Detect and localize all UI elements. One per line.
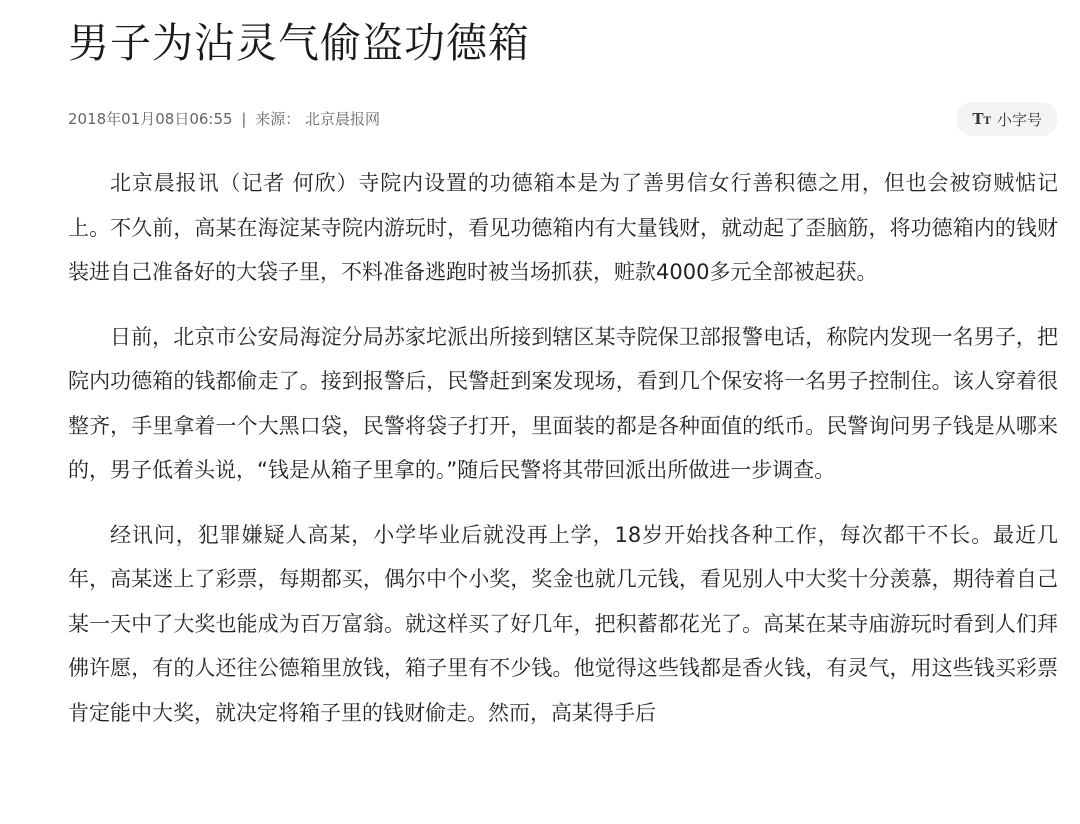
article-paragraph: 北京晨报讯（记者 何欣）寺院内设置的功德箱本是为了善男信女行善积德之用，但也会被窃贼惦记上。不久前，高某在海淀某寺院内游玩时，看见功德箱内有大量钱财，就动起了歪脑筋，将功德箱内的钱财装进自己准备好的大袋子里，不料准备逃跑时被当场抓获，赃款4000多元全部被起获。 xyxy=(68,171,1058,284)
article-paragraph: 日前，北京市公安局海淀分局苏家坨派出所接到辖区某寺院保卫部报警电话，称院内发现一名男子，把院内功德箱的钱都偷走了。接到报警后，民警赶到案发现场，看到几个保安将一名男子控制住。该人穿着很整齐，手里拿着一个大黑口袋，民警将袋子打开，里面装的都是各种面值的纸币。民警询问男子钱是从哪来的，男子低着头说，“钱是从箱子里拿的。”随后民警将其带回派出所做进一步调查。 xyxy=(68,324,1058,482)
article-body xyxy=(68,161,1058,735)
article-meta-row xyxy=(68,102,1058,136)
meta-separator: | xyxy=(241,110,247,128)
font-size-toggle-label: 小字号 xyxy=(996,110,1042,129)
source-label: 来源： xyxy=(255,110,301,128)
font-icon-big-t: T xyxy=(972,109,984,128)
article-title: 男子为沾灵气偷盗功德箱 xyxy=(68,19,530,67)
publish-datetime: 2018年01月08日06:55 xyxy=(68,110,233,128)
source-name[interactable]: 北京晨报网 xyxy=(305,110,381,128)
font-icon-small-t: T xyxy=(983,115,991,127)
font-size-icon xyxy=(972,109,991,128)
article-paragraph: 经讯问，犯罪嫌疑人高某，小学毕业后就没再上学，18岁开始找各种工作，每次都干不长。最近几年，高某迷上了彩票，每期都买，偶尔中个小奖，奖金也就几元钱，看见别人中大奖十分羡慕，期待着自己某一天中了大奖也能成为百万富翁。就这样买了好几年，把积蓄都花光了。高某在某寺庙游玩时看到人们拜佛许愿，有的人还往公德箱里放钱，箱子里有不少钱。他觉得这些钱都是香火钱，有灵气，用这些钱买彩票肯定能中大奖，就决定将箱子里的钱财偷走。然而，高某得手后 xyxy=(68,522,1058,725)
article-meta xyxy=(68,109,380,129)
font-size-toggle-button[interactable] xyxy=(956,102,1058,136)
article xyxy=(68,0,1058,755)
